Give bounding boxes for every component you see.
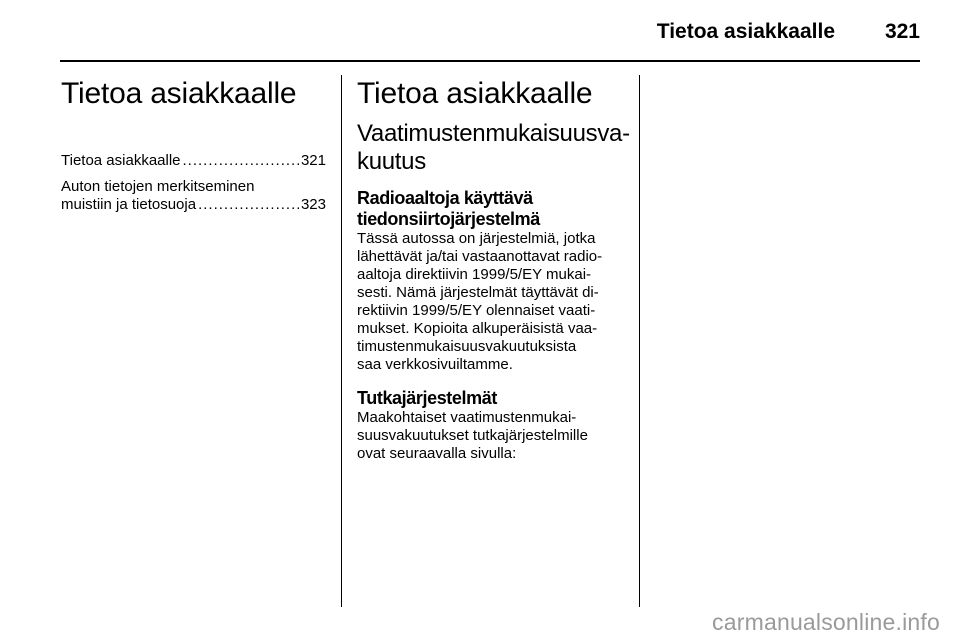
column-divider-2 <box>639 75 640 607</box>
toc-column <box>61 76 326 222</box>
subsection-heading-line2: tiedonsiirtojärjestelmä <box>357 209 540 229</box>
text-line: suusvakuutukset tutkajärjestelmille <box>357 427 588 444</box>
page-number: 321 <box>884 20 920 43</box>
toc-entry[interactable] <box>61 152 326 170</box>
header-divider <box>60 60 920 62</box>
section-heading-line1: Vaatimustenmukaisuusva- <box>357 120 630 147</box>
toc-leader-dots <box>183 152 299 170</box>
toc-entry[interactable] <box>61 178 326 214</box>
toc-entry-page: 321 <box>300 152 326 169</box>
header-title: Tietoa asiakkaalle <box>656 20 835 43</box>
text-line: lähettävät ja/tai vastaanottavat radio- <box>357 248 603 265</box>
content-column <box>357 76 630 477</box>
text-line: ovat seuraavalla sivulla: <box>357 445 517 462</box>
text-line: aaltoja direktiivin 1999/5/EY mukai- <box>357 266 592 283</box>
toc-title: Tietoa asiakkaalle <box>61 77 297 110</box>
text-line: timustenmukaisuusvakuutuksista <box>357 338 577 355</box>
subsection-heading-radar: Tutkajärjestelmät <box>357 388 497 408</box>
column-divider-1 <box>341 75 342 607</box>
toc-entry-line <box>61 152 326 170</box>
text-line: saa verkkosivuiltamme. <box>357 356 513 373</box>
toc-entry-label-line2: muistiin ja tietosuoja <box>61 196 197 213</box>
toc-entry-line <box>61 196 326 214</box>
toc-entry-page: 323 <box>300 196 326 213</box>
subsection-heading-radio <box>357 188 621 230</box>
watermark: carmanualsonline.info <box>712 609 940 635</box>
section-heading <box>357 120 630 176</box>
paragraph-radar <box>357 409 621 463</box>
content-title: Tietoa asiakkaalle <box>357 77 593 110</box>
text-line: mukset. Kopioita alkuperäisistä vaa- <box>357 320 598 337</box>
paragraph-radio <box>357 230 621 374</box>
text-line: rektiivin 1999/5/EY olennaiset vaati- <box>357 302 596 319</box>
toc-entry-label-line1: Auton tietojen merkitseminen <box>61 178 255 195</box>
toc-leader-dots <box>198 196 299 214</box>
toc-entry-label: Tietoa asiakkaalle <box>61 152 181 169</box>
text-line: sesti. Nämä järjestelmät täyttävät di- <box>357 284 599 301</box>
text-line: Tässä autossa on järjestelmiä, jotka <box>357 230 596 247</box>
subsection-heading-line1: Radioaaltoja käyttävä <box>357 188 533 208</box>
section-heading-line2: kuutus <box>357 148 426 175</box>
text-line: Maakohtaiset vaatimustenmukai- <box>357 409 577 426</box>
